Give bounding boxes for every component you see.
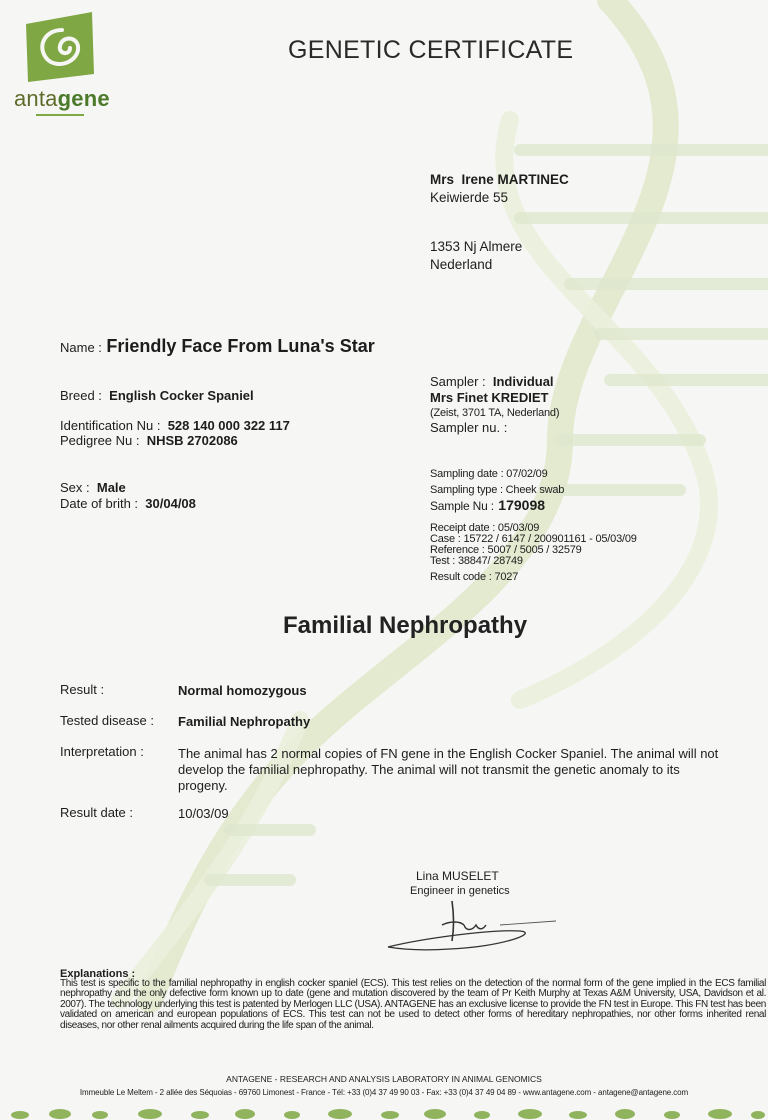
identification-row: Identification Nu : 528 140 000 322 117 bbox=[60, 418, 290, 433]
signatory-role: Engineer in genetics bbox=[410, 885, 510, 897]
dob-row: Date of brith : 30/04/08 bbox=[60, 496, 196, 511]
brand-underline bbox=[36, 114, 84, 116]
dob-value: 30/04/08 bbox=[145, 496, 196, 511]
result-label: Result : bbox=[60, 682, 105, 697]
case-number: Case : 15722 / 6147 / 200901161 - 05/03/09 bbox=[430, 533, 637, 545]
owner-street: Keiwierde 55 bbox=[430, 190, 509, 205]
result-date-value: 10/03/09 bbox=[178, 806, 229, 821]
explanations-text: This test is specific to the familial nephropathy in english cocker spaniel (ECS). This test relies on the detection of the normal form of the gene implied in the ECS familial nephropathy and the only defective form known up to date (gene and mutation discovered by the team of Pr Keith Murphy at Texas A&M University, USA, Davidson et al. 2007). The technology underlying this test is patented by Merlogen LLC (USA). ANTAGENE has an exclusive license to provide the FN test in Europe. This FN test has been validated on american and european populations of ECS. This test can not be used to detect other forms of hereditary nephropathies, nor other forms inherited renal diseases, nor other renal ailments acquired during the life span of the animal. bbox=[60, 978, 766, 1031]
footer-address-line: Immeuble Le Meltem - 2 allée des Séquoias - 69760 Limonest - France - Tél: +33 (0)4 37 49 90 03 - Fax: +33 (0)4 37 49 04 89 - www.antagene.com - antagene@antagene.com bbox=[79, 1088, 689, 1097]
result-value: Normal homozygous bbox=[178, 683, 307, 698]
identification-value: 528 140 000 322 117 bbox=[167, 418, 290, 433]
sampler-type: Individual bbox=[492, 374, 554, 389]
signature-icon bbox=[380, 895, 560, 955]
brand-name: antagene bbox=[14, 86, 110, 111]
tested-disease-label: Tested disease : bbox=[60, 713, 154, 728]
breed-value: English Cocker Spaniel bbox=[109, 388, 254, 403]
pedigree-row: Pedigree Nu : NHSB 2702086 bbox=[60, 433, 238, 448]
sampler-nu: Sampler nu. : bbox=[430, 420, 508, 435]
result-code: Result code : 7027 bbox=[430, 571, 519, 583]
owner-country: Nederland bbox=[430, 257, 493, 272]
sample-nu-value: 179098 bbox=[498, 497, 546, 513]
signatory-name: Lina MUSELET bbox=[416, 869, 499, 883]
sex-row: Sex : Male bbox=[60, 480, 126, 495]
interpretation-label: Interpretation : bbox=[60, 744, 144, 759]
animal-name: Friendly Face From Luna's Star bbox=[106, 336, 375, 356]
disease-heading: Familial Nephropathy bbox=[283, 612, 528, 639]
sampler-name: Mrs Finet KREDIET bbox=[430, 390, 549, 405]
sampler-row: Sampler : Individual bbox=[430, 374, 554, 389]
antagene-logo-icon bbox=[22, 12, 98, 84]
reference-number: Reference : 5007 / 5005 / 32579 bbox=[430, 544, 582, 556]
sample-nu-row: Sample Nu : 179098 bbox=[430, 497, 546, 513]
explanations-heading: Explanations : bbox=[60, 968, 136, 980]
interpretation-text: The animal has 2 normal copies of FN gene in the English Cocker Spaniel. The animal will not develop the familial nephropathy. The animal will not transmit the genetic anomaly to its progeny. bbox=[178, 746, 719, 793]
receipt-date: Receipt date : 05/03/09 bbox=[430, 522, 540, 534]
animal-name-label: Name : bbox=[60, 340, 102, 355]
tested-disease-value: Familial Nephropathy bbox=[178, 714, 311, 729]
animal-silhouettes-decoration bbox=[0, 1104, 768, 1120]
breed-row: Breed : English Cocker Spaniel bbox=[60, 388, 254, 403]
owner-city: 1353 Nj Almere bbox=[430, 239, 523, 254]
pedigree-value: NHSB 2702086 bbox=[146, 433, 238, 448]
sex-value: Male bbox=[96, 480, 126, 495]
owner-name: Mrs Irene MARTINEC bbox=[430, 172, 569, 187]
sampling-date: Sampling date : 07/02/09 bbox=[430, 468, 548, 480]
result-date-label: Result date : bbox=[60, 805, 133, 820]
page-title: GENETIC CERTIFICATE bbox=[288, 36, 574, 64]
test-number: Test : 38847/ 28749 bbox=[430, 555, 523, 567]
footer-lab-line: ANTAGENE - RESEARCH AND ANALYSIS LABORATORY IN ANIMAL GENOMICS bbox=[226, 1074, 542, 1084]
sampler-address: (Zeist, 3701 TA, Nederland) bbox=[430, 407, 560, 419]
animal-name-row bbox=[60, 336, 375, 357]
sampling-type: Sampling type : Cheek swab bbox=[430, 484, 565, 496]
